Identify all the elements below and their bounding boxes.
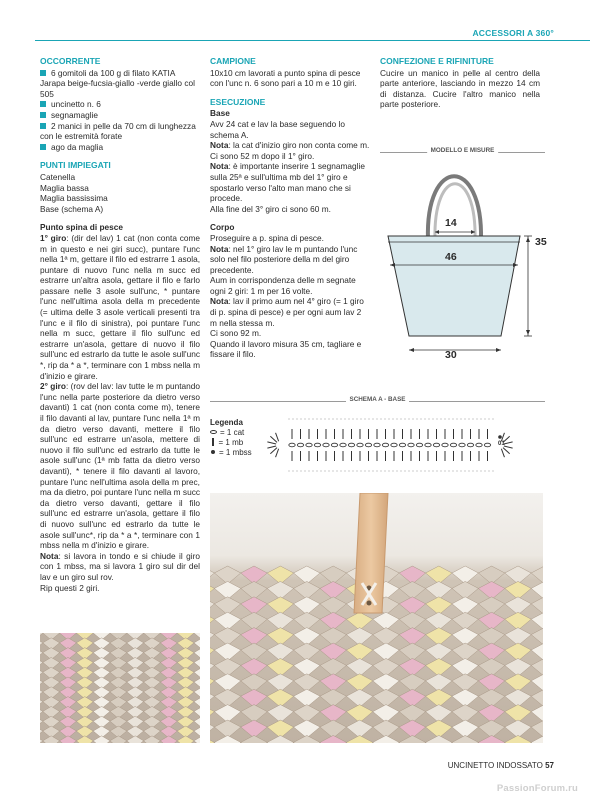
stitch-item: Maglia bassissima: [40, 193, 108, 204]
base-note: Nota: è importante inserire 1 segnamaglie sulla 25ª e sull'ultima mb del 1° giro e spostarlo verso l'alto man mano che si procede.: [210, 161, 365, 204]
sc-symbol: [267, 446, 276, 448]
materials-item: segnamaglie: [40, 110, 200, 121]
base-text: Ci sono 52 m dopo il 1° giro.: [210, 150, 315, 161]
sc-symbol: [276, 449, 279, 457]
punti-block: [40, 160, 200, 214]
bullet-square-icon: [40, 112, 46, 118]
chain-symbol: [365, 443, 371, 447]
base-text: Alla fine del 3° giro ci sono 60 m.: [210, 203, 331, 214]
measure-handle: 14: [445, 217, 457, 229]
column-left: [40, 56, 200, 593]
bullet-square-icon: [40, 70, 46, 76]
sc-symbol: [501, 433, 504, 441]
bullet-square-icon: [40, 101, 46, 107]
chain-symbol: [408, 443, 414, 447]
stitch-swatch-photo: [40, 633, 200, 743]
confezione-text: Cucire un manico in pelle al centro della parte anteriore, lasciando in mezzo 14 cm di distanza. Cucire l'altro manico nella parte posteriore.: [380, 67, 540, 110]
occorrente-block: [40, 56, 200, 152]
header-rule: [35, 40, 590, 41]
campione-heading: CAMPIONE: [210, 56, 256, 66]
column-right: [380, 56, 540, 110]
chain-symbol: [484, 443, 490, 447]
chain-symbol: [331, 443, 337, 447]
corpo-text: Ci sono 92 m.: [210, 328, 262, 339]
modello-title: MODELLO E MISURE: [427, 147, 499, 154]
sc-symbol: [503, 448, 510, 454]
page-header: [0, 0, 590, 52]
column-middle: [210, 56, 370, 360]
chain-symbol: [416, 443, 422, 447]
chain-symbol: [314, 443, 320, 447]
esecuzione-block: [210, 97, 370, 360]
sc-symbol: [276, 433, 279, 441]
chain-symbol: [340, 443, 346, 447]
spina-heading: Punto spina di pesce: [40, 222, 123, 233]
corpo-note: Nota: nel 1° giro lav le m puntando l'unc solo nel filo posteriore della m del giro precedente.: [210, 243, 358, 275]
measure-top: 46: [445, 251, 457, 263]
chain-symbol: [476, 443, 482, 447]
chain-symbol: [374, 443, 380, 447]
repeat-text: Rip questi 2 giri.: [40, 582, 100, 593]
esecuzione-heading: ESECUZIONE: [210, 96, 266, 107]
confezione-heading: CONFEZIONE E RIFINITURE: [380, 56, 494, 66]
sc-symbol: [501, 449, 504, 457]
materials-item: 6 gomitoli da 100 g di filato KATIA Jarapa beige-fucsia-giallo -verde giallo col 505: [40, 67, 195, 99]
watermark: PassionForum.ru: [496, 783, 578, 794]
photo-image: [210, 493, 543, 743]
materials-item: uncinetto n. 6: [40, 99, 200, 110]
modello-header: [380, 147, 545, 157]
chain-symbol: [357, 443, 363, 447]
legend-heading: Legenda: [210, 418, 243, 427]
campione-block: [210, 56, 370, 89]
schema-title: SCHEMA A - BASE: [346, 396, 410, 403]
chain-symbol: [323, 443, 329, 447]
materials-item: ago da maglia: [40, 142, 200, 153]
spina-note: Nota: si lavora in tondo e si chiude il giro con 1 mbss, ma si lavora 1 giro sul dir del lav e un giro sul rov.: [40, 550, 200, 582]
chain-symbol: [306, 443, 312, 447]
chain-symbol: [433, 443, 439, 447]
base-text: Avv 24 cat e lav la base seguendo lo schema A.: [210, 118, 345, 140]
measure-bottom: 30: [445, 349, 457, 361]
base-heading: Base: [210, 108, 230, 119]
sc-symbol: [270, 436, 277, 442]
sc-symbol: [504, 442, 513, 444]
stitch-item: Base (schema A): [40, 203, 104, 214]
bullet-square-icon: [40, 144, 46, 150]
bag-diagram: [383, 160, 553, 370]
chain-symbol: [467, 443, 473, 447]
chain-symbol: [391, 443, 397, 447]
legend-item-mbss: = 1 mbss: [210, 448, 252, 458]
chain-symbol: [450, 443, 456, 447]
spina-block: [40, 222, 200, 593]
punti-heading: PUNTI IMPIEGATI: [40, 160, 111, 171]
chain-symbol: [459, 443, 465, 447]
bullet-square-icon: [40, 123, 46, 129]
slip-stitch-symbol: [498, 435, 502, 439]
base-note: Nota: la cat d'inizio giro non conta come m.: [210, 140, 370, 151]
start-marker-label: 01: [498, 441, 505, 447]
materials-item: 2 manici in pelle da 70 cm di lunghezza con le estremità forate: [40, 120, 196, 142]
chain-symbol: [289, 443, 295, 447]
legend-item-mb: = 1 mb: [210, 438, 252, 448]
chain-symbol: [425, 443, 431, 447]
section-label: ACCESSORI A 360°: [472, 28, 554, 38]
page-footer: [448, 761, 554, 770]
handle-front-shape: [435, 184, 475, 240]
corpo-text: Quando il lavoro misura 35 cm, tagliare e fissare il filo.: [210, 338, 362, 360]
swatch-image: [40, 633, 200, 743]
stitch-item: Catenella: [40, 171, 76, 182]
bag-detail-photo: [210, 493, 543, 743]
corpo-note: Nota: lav il primo aum nel 4° giro (= 1 giro di p. spina di pesce) e per ogni aum lav 2 m nella stessa m.: [210, 296, 364, 328]
page-number: 57: [545, 761, 554, 770]
corpo-text: Proseguire a p. spina di pesce.: [210, 232, 324, 243]
occorrente-heading: OCCORRENTE: [40, 56, 101, 66]
chain-symbol: [399, 443, 405, 447]
magazine-name: UNCINETTO INDOSSATO: [447, 761, 543, 770]
round-1-text: 1° giro: (dir del lav) 1 cat (non conta come m in questo e nei giri succ), puntare l'unc nella 1ª m, gettare il filo ed estrarre 1 asola, puntare di nuovo l'unc nella m succ ed estrarre un'altra asola, gettare il filo e farlo passare nelle 3 asole sull'unc, * puntare l'unc nell'ultima asola della m precedente (= ultima delle 3 asole verticali presenti tra l'unc e il filo di sinistra), poi puntare l'unc nella m succ, gettare il filo sull'unc ed estrarre un'asola, gettare di nuovo il filo sull'unc ed estrarlo da tutte le asole sull'unc *, rip da * a *, terminare con 1 mbss nella m d'inizio e girare.: [40, 232, 201, 381]
stitch-item: Maglia bassa: [40, 182, 89, 193]
sc-symbol: [267, 442, 276, 444]
chain-symbol: [297, 443, 303, 447]
chain-symbol: [348, 443, 354, 447]
sc-symbol: [504, 446, 513, 448]
chain-symbol: [382, 443, 388, 447]
corpo-heading: Corpo: [210, 222, 235, 233]
corpo-text: Aum in corrispondenza delle m segnate ogni 2 giri: 1 m per 16 volte.: [210, 275, 356, 296]
crochet-chart: [210, 405, 545, 485]
sc-symbol: [270, 448, 277, 454]
campione-text: 10x10 cm lavorati a punto spina di pesce con l'unc n. 6 sono pari a 10 m e 10 giri.: [210, 67, 361, 89]
round-2-text: 2° giro: (rov del lav: lav tutte le m puntando l'unc nella parte posteriore da dietro verso davanti) 1 cat (non conta come m), tenere il filo davanti al lav, puntare l'unc nella 1ª m da dietro verso davanti, mettere il filo sull'unc ed estrarre un'asola, mettere di nuovo il filo sull'unc ed estrarlo da tutte le asole sull'unc (1ª mb fatta da dietro verso davanti), * tenere il filo davanti al lavoro, puntare l'unc nell'ultima asola della m prec, ma da dietro, poi puntare l'unc nella m succ da dietro verso davanti, gettare il filo sull'unc ed estrarre un'asola, gettare il filo di nuovo sull'unc ed estrarlo da tutte le asole sull'unc*, rip da * a *, terminare con 1 mbss nella m d'inizio e girare.: [40, 381, 200, 551]
crochet-chart-graphic: [210, 405, 545, 485]
chain-symbol: [442, 443, 448, 447]
measure-height: 35: [535, 236, 547, 248]
bag-schematic: [383, 160, 553, 370]
legend-item-cat: = 1 cat: [210, 428, 252, 438]
